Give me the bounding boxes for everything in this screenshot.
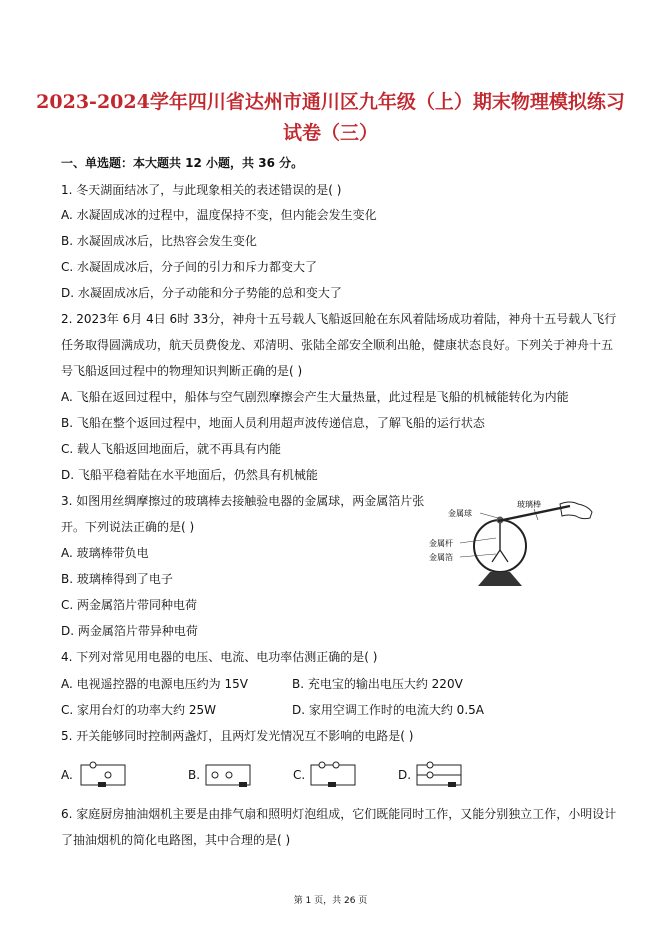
q1-stem: 1. 冬天湖面结冰了，与此现象相关的表述错误的是( ) <box>61 183 342 197</box>
q4-option-a: A. 电视遥控器的电源电压约为 15V <box>61 677 248 691</box>
q5-option-a-label: A. <box>61 768 73 782</box>
q4-stem: 4. 下列对常见用电器的电压、电流、电功率估测正确的是( ) <box>61 650 378 664</box>
doc-title-line2: 试卷（三） <box>282 122 378 144</box>
q6-stem-line2: 了抽油烟机的简化电路图，其中合理的是( ) <box>61 833 291 847</box>
q4-option-d: D. 家用空调工作时的电流大约 0.5A <box>292 703 484 717</box>
q2-option-d: D. 飞船平稳着陆在水平地面后，仍然具有机械能 <box>61 468 318 482</box>
electroscope-figure <box>420 496 605 588</box>
q5-circuit-b-diagram <box>203 761 253 789</box>
q3-option-c: C. 两金属箔片带同种电荷 <box>61 598 198 612</box>
q3-option-b: B. 玻璃棒得到了电子 <box>61 572 173 586</box>
fig-label-glass-rod: 玻璃棒 <box>517 500 541 509</box>
q5-circuit-a-diagram <box>78 761 128 789</box>
q2-option-a: A. 飞船在返回过程中，船体与空气剧烈摩擦会产生大量热量，此过程是飞船的机械能转化为内能 <box>61 390 569 404</box>
q1-option-d: D. 水凝固成冰后，分子动能和分子势能的总和变大了 <box>61 286 342 300</box>
q2-stem-line3: 号飞船返回过程中的物理知识判断正确的是( ) <box>61 364 303 378</box>
q5-circuit-d-diagram <box>414 761 464 789</box>
section-heading: 一、单选题：本大题共 12 小题，共 36 分。 <box>61 156 304 170</box>
q5-option-d-label: D. <box>398 768 412 782</box>
fig-label-metal-foil: 金属箔 <box>429 553 453 562</box>
doc-title-line1: 2023-2024学年四川省达州市通川区九年级（上）期末物理模拟练习 <box>36 91 625 113</box>
q4-option-b: B. 充电宝的输出电压大约 220V <box>292 677 463 691</box>
q2-stem-line2: 任务取得圆满成功，航天员费俊龙、邓清明、张陆全部安全顺利出舱，健康状态良好。下列关于神舟十五 <box>61 338 614 352</box>
q3-stem-line1: 3. 如图用丝绸摩擦过的玻璃棒去接触验电器的金属球，两金属箔片张 <box>61 494 425 508</box>
q1-option-a: A. 水凝固成冰的过程中，温度保持不变，但内能会发生变化 <box>61 208 377 222</box>
q6-stem-line1: 6. 家庭厨房抽油烟机主要是由排气扇和照明灯泡组成，它们既能同时工作，又能分别独立工作，小明设计 <box>61 807 617 821</box>
q1-option-b: B. 水凝固成冰后，比热容会发生变化 <box>61 234 257 248</box>
q2-option-b: B. 飞船在整个返回过程中，地面人员利用超声波传递信息，了解飞船的运行状态 <box>61 416 485 430</box>
q3-option-d: D. 两金属箔片带异种电荷 <box>61 624 198 638</box>
q4-option-c: C. 家用台灯的功率大约 25W <box>61 703 216 717</box>
fig-label-metal-bar: 金属杆 <box>429 539 453 548</box>
q3-stem-line2: 开。下列说法正确的是( ) <box>61 520 195 534</box>
q3-option-a: A. 玻璃棒带负电 <box>61 546 149 560</box>
q5-stem: 5. 开关能够同时控制两盏灯，且两灯发光情况互不影响的电路是( ) <box>61 729 414 743</box>
q2-stem-line1: 2. 2023年 6月 4日 6时 33分，神舟十五号载人飞船返回舱在东风着陆场成功着陆，神舟十五号载人飞行 <box>61 312 617 326</box>
page-footer: 第 1 页，共 26 页 <box>293 896 368 906</box>
q1-option-c: C. 水凝固成冰后，分子间的引力和斥力都变大了 <box>61 260 318 274</box>
q5-option-b-label: B. <box>188 768 201 782</box>
q5-option-c-label: C. <box>293 768 306 782</box>
q5-circuit-c-diagram <box>308 761 358 789</box>
q2-option-c: C. 载人飞船返回地面后，就不再具有内能 <box>61 442 282 456</box>
fig-label-metal-ball: 金属球 <box>448 509 472 518</box>
